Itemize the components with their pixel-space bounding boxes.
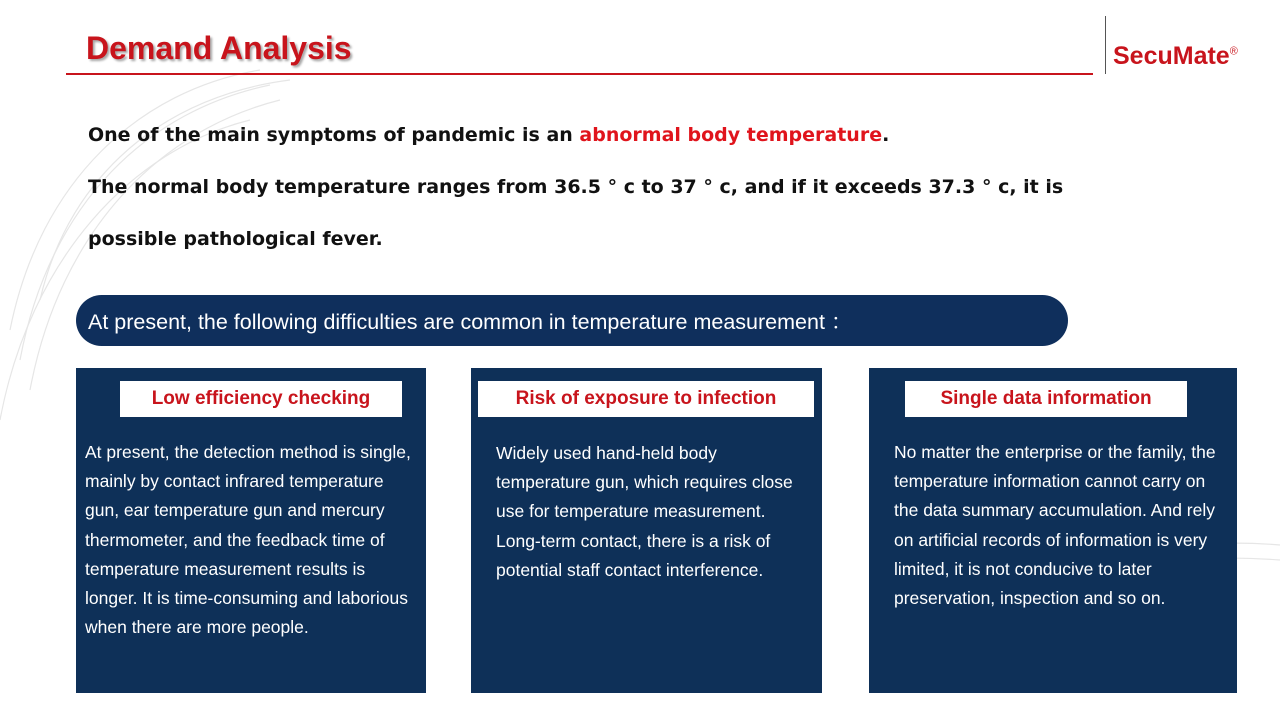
card-title: Risk of exposure to infection (515, 388, 777, 409)
brand-logo-text: SecuMate (1113, 42, 1230, 70)
intro-line-1-text: One of the main symptoms of pandemic is an (88, 124, 580, 146)
page-title: Demand Analysis (86, 30, 352, 66)
intro-highlight: abnormal body temperature (579, 124, 883, 146)
card-low-efficiency (76, 368, 426, 693)
banner-text: At present, the following difficulties are common in temperature measurement ： (88, 310, 853, 334)
card-header (905, 381, 1187, 417)
card-body: Widely used hand-held body temperature gun, which requires close use for temperature measurement. Long-term contact, there is a risk of potential staff contact interference. (496, 443, 793, 580)
card-header (120, 381, 402, 417)
intro-line-2: The normal body temperature ranges from 36.5 ° c to 37 ° c, and if it exceeds 37.3 ° c, it is (88, 176, 1064, 198)
card-header (478, 381, 814, 417)
title-underline (66, 73, 1093, 75)
intro-line-1-end: . (882, 124, 890, 146)
intro-line-3: possible pathological fever. (88, 228, 383, 250)
card-body: No matter the enterprise or the family, the temperature information cannot carry on the data summary accumulation. And rely on artificial records of information is very limited, it is not conducive to later preservation, inspection and so on. (894, 442, 1216, 609)
card-single-data (869, 368, 1237, 693)
card-infection-risk (471, 368, 822, 693)
card-title: Low efficiency checking (151, 388, 371, 409)
registered-mark: ® (1229, 45, 1238, 58)
card-title: Single data information (940, 388, 1152, 409)
intro-line-1 (88, 124, 889, 146)
logo-divider (1105, 16, 1106, 74)
card-body: At present, the detection method is single, mainly by contact infrared temperature gun, ear temperature gun and mercury thermometer, and the feedback time of temperature measurement results is longer. It is time-consuming and laborious when there are more people. (85, 442, 411, 638)
difficulties-banner (76, 295, 1068, 346)
brand-logo (1113, 42, 1238, 71)
